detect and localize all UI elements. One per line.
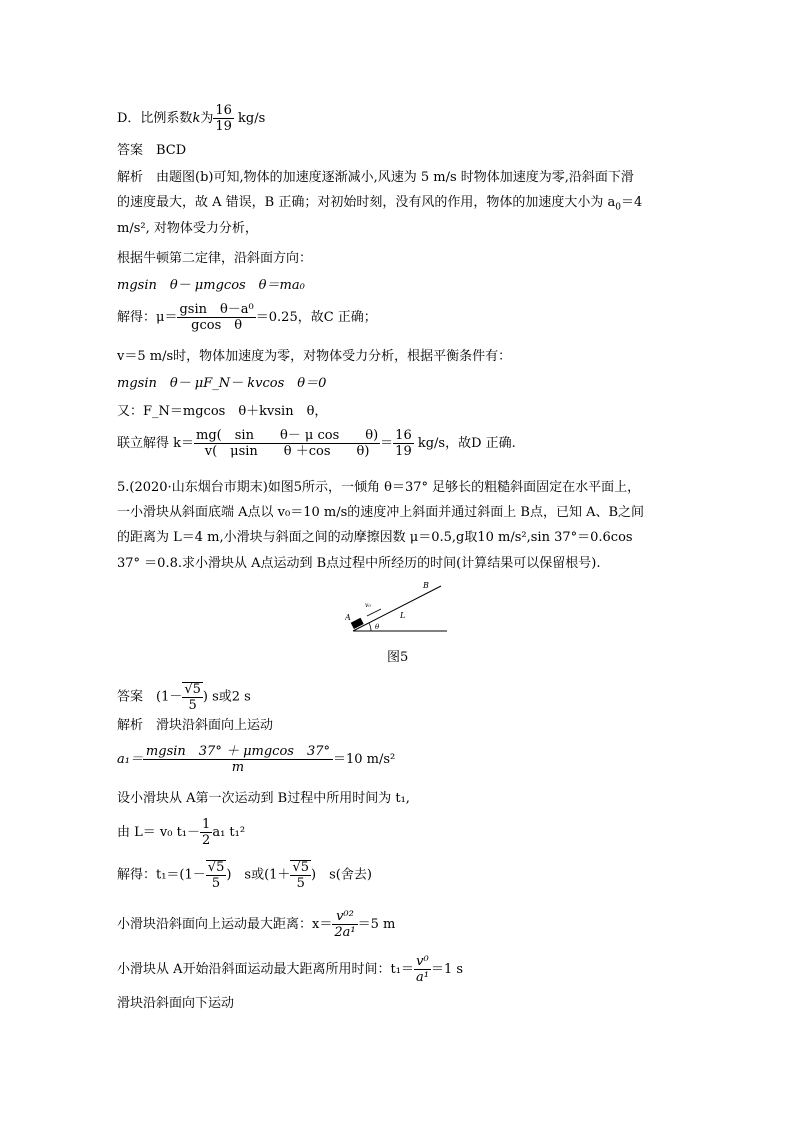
- fraction: $\frac{√5}{5}$: [207, 860, 225, 891]
- label-b: B: [423, 581, 429, 590]
- answer-line: 答案 (1－ $\frac{√5}{5}$ ) s或2 s: [117, 682, 251, 713]
- problem-text: 一小滑块从斜面底端 A点以 v₀＝10 m/s的速度冲上斜面并通过斜面上 B点，已知 A、B之间: [117, 505, 645, 520]
- equation: 联立解得 k＝ $\frac{\text{mg( sin θ－ μ cos θ)}}{\text{v( μsin θ ＋cos θ)}}$ ＝ $\frac{16}{19}$ kg/s，故D 正确.: [117, 428, 516, 459]
- label-theta: θ: [375, 623, 380, 631]
- fraction: $\frac{√5}{5}$: [292, 860, 309, 891]
- equation: 由 L＝ v₀ t₁－ $\frac{1}{2}$ a₁ t₁²: [117, 817, 246, 848]
- analysis-text: 设小滑块从 A第一次运动到 B过程中所用时间为 t₁,: [117, 791, 410, 806]
- answer-line: 答案 BCD: [117, 143, 187, 158]
- equation: 解得：μ＝ $\frac{\text{gsin θ－a⁰}}{\text{gcos θ}}$ ＝0.25，故C 正确；: [117, 302, 377, 333]
- equation: mgsin θ－ μF_N－ kvcos θ＝0: [117, 376, 327, 391]
- label-v0: v₀: [365, 602, 371, 609]
- analysis-text: v＝5 m/s时，物体加速度为零，对物体受力分析，根据平衡条件有：: [117, 349, 512, 364]
- fraction: $\frac{1}{2}$: [202, 817, 211, 848]
- fraction: $\frac{\text{gsin θ－a⁰}}{\text{gcos θ}}$: [179, 302, 254, 333]
- problem-text: 37° ＝0.8.求小滑块从 A点运动到 B点过程中所经历的时间(计算结果可以保留根号).: [117, 556, 601, 571]
- equation: 小滑块沿斜面向上运动最大距离：x＝ $\frac{\text{v⁰²}}{\text{2a¹}}$ ＝5 m: [117, 909, 396, 940]
- equation: mgsin θ－ μmgcos θ＝ma₀: [117, 278, 305, 293]
- analysis-text: 根据牛顿第二定律，沿斜面方向：: [117, 251, 313, 266]
- incline-figure: [345, 578, 450, 636]
- fraction: mgsin 37° ＋ μmgcos 37° m: [143, 745, 333, 774]
- angle-arc: [369, 623, 371, 631]
- analysis-text: 滑块沿斜面向下运动: [117, 996, 235, 1011]
- velocity-arrow: [367, 609, 381, 616]
- problem-text: 5.(2020·山东烟台市期末)如图5所示，一倾角 θ＝37° 足够长的粗糙斜面固定在水平面上，: [117, 480, 641, 495]
- fraction: $\frac{√5}{5}$: [184, 682, 201, 713]
- fraction: $\frac{\text{mg( sin θ－ μ cos θ)}}{\text{v( μsin θ ＋cos θ)}}$: [196, 428, 379, 459]
- equation: 解得：t₁＝(1－ $\frac{√5}{5}$ ) s或(1＋ $\frac{√5}{5}$ ) s(舍去): [117, 860, 372, 891]
- option-d: D．比例系数k为 $\frac{16}{19}$ kg/s: [117, 103, 266, 134]
- equation: 小滑块从 A开始沿斜面运动最大距离所用时间：t₁＝ $\frac{\text{v⁰}}{\text{a¹}}$ ＝1 s: [117, 954, 464, 985]
- equation: a₁＝ mgsin 37° ＋ μmgcos 37° m ＝10 m/s²: [117, 744, 396, 775]
- problem-text: 的距离为 L＝4 m,小滑块与斜面之间的动摩擦因数 μ＝0.5,g取10 m/s²,sin 37°＝0.6cos: [117, 530, 633, 545]
- fraction: $\frac{16}{19}$: [215, 103, 232, 134]
- analysis-text: 的速度最大，故 A 错误，B 正确；对初始时刻，没有风的作用，物体的加速度大小为 $a_0=4$: [117, 195, 643, 213]
- analysis-text: m/s², 对物体受力分析，: [117, 221, 258, 236]
- slider-block: [351, 618, 364, 629]
- equation: 又：F_N＝mgcos θ＋kvsin θ，: [117, 404, 328, 419]
- analysis-text: 解析 滑块沿斜面向上运动: [117, 718, 274, 733]
- label-l: L: [400, 611, 406, 620]
- fraction: $\frac{\text{v⁰²}}{\text{2a¹}}$: [334, 909, 356, 940]
- fraction: $\frac{16}{19}$: [395, 428, 412, 459]
- figure-caption: 图5: [387, 650, 409, 665]
- fraction: $\frac{\text{v⁰}}{\text{a¹}}$: [415, 954, 429, 985]
- analysis-text: 解析 由题图(b)可知,物体的加速度逐渐减小,风速为 5 m/s 时物体加速度为零,沿斜面下滑: [117, 170, 634, 185]
- label-a: A: [345, 613, 351, 622]
